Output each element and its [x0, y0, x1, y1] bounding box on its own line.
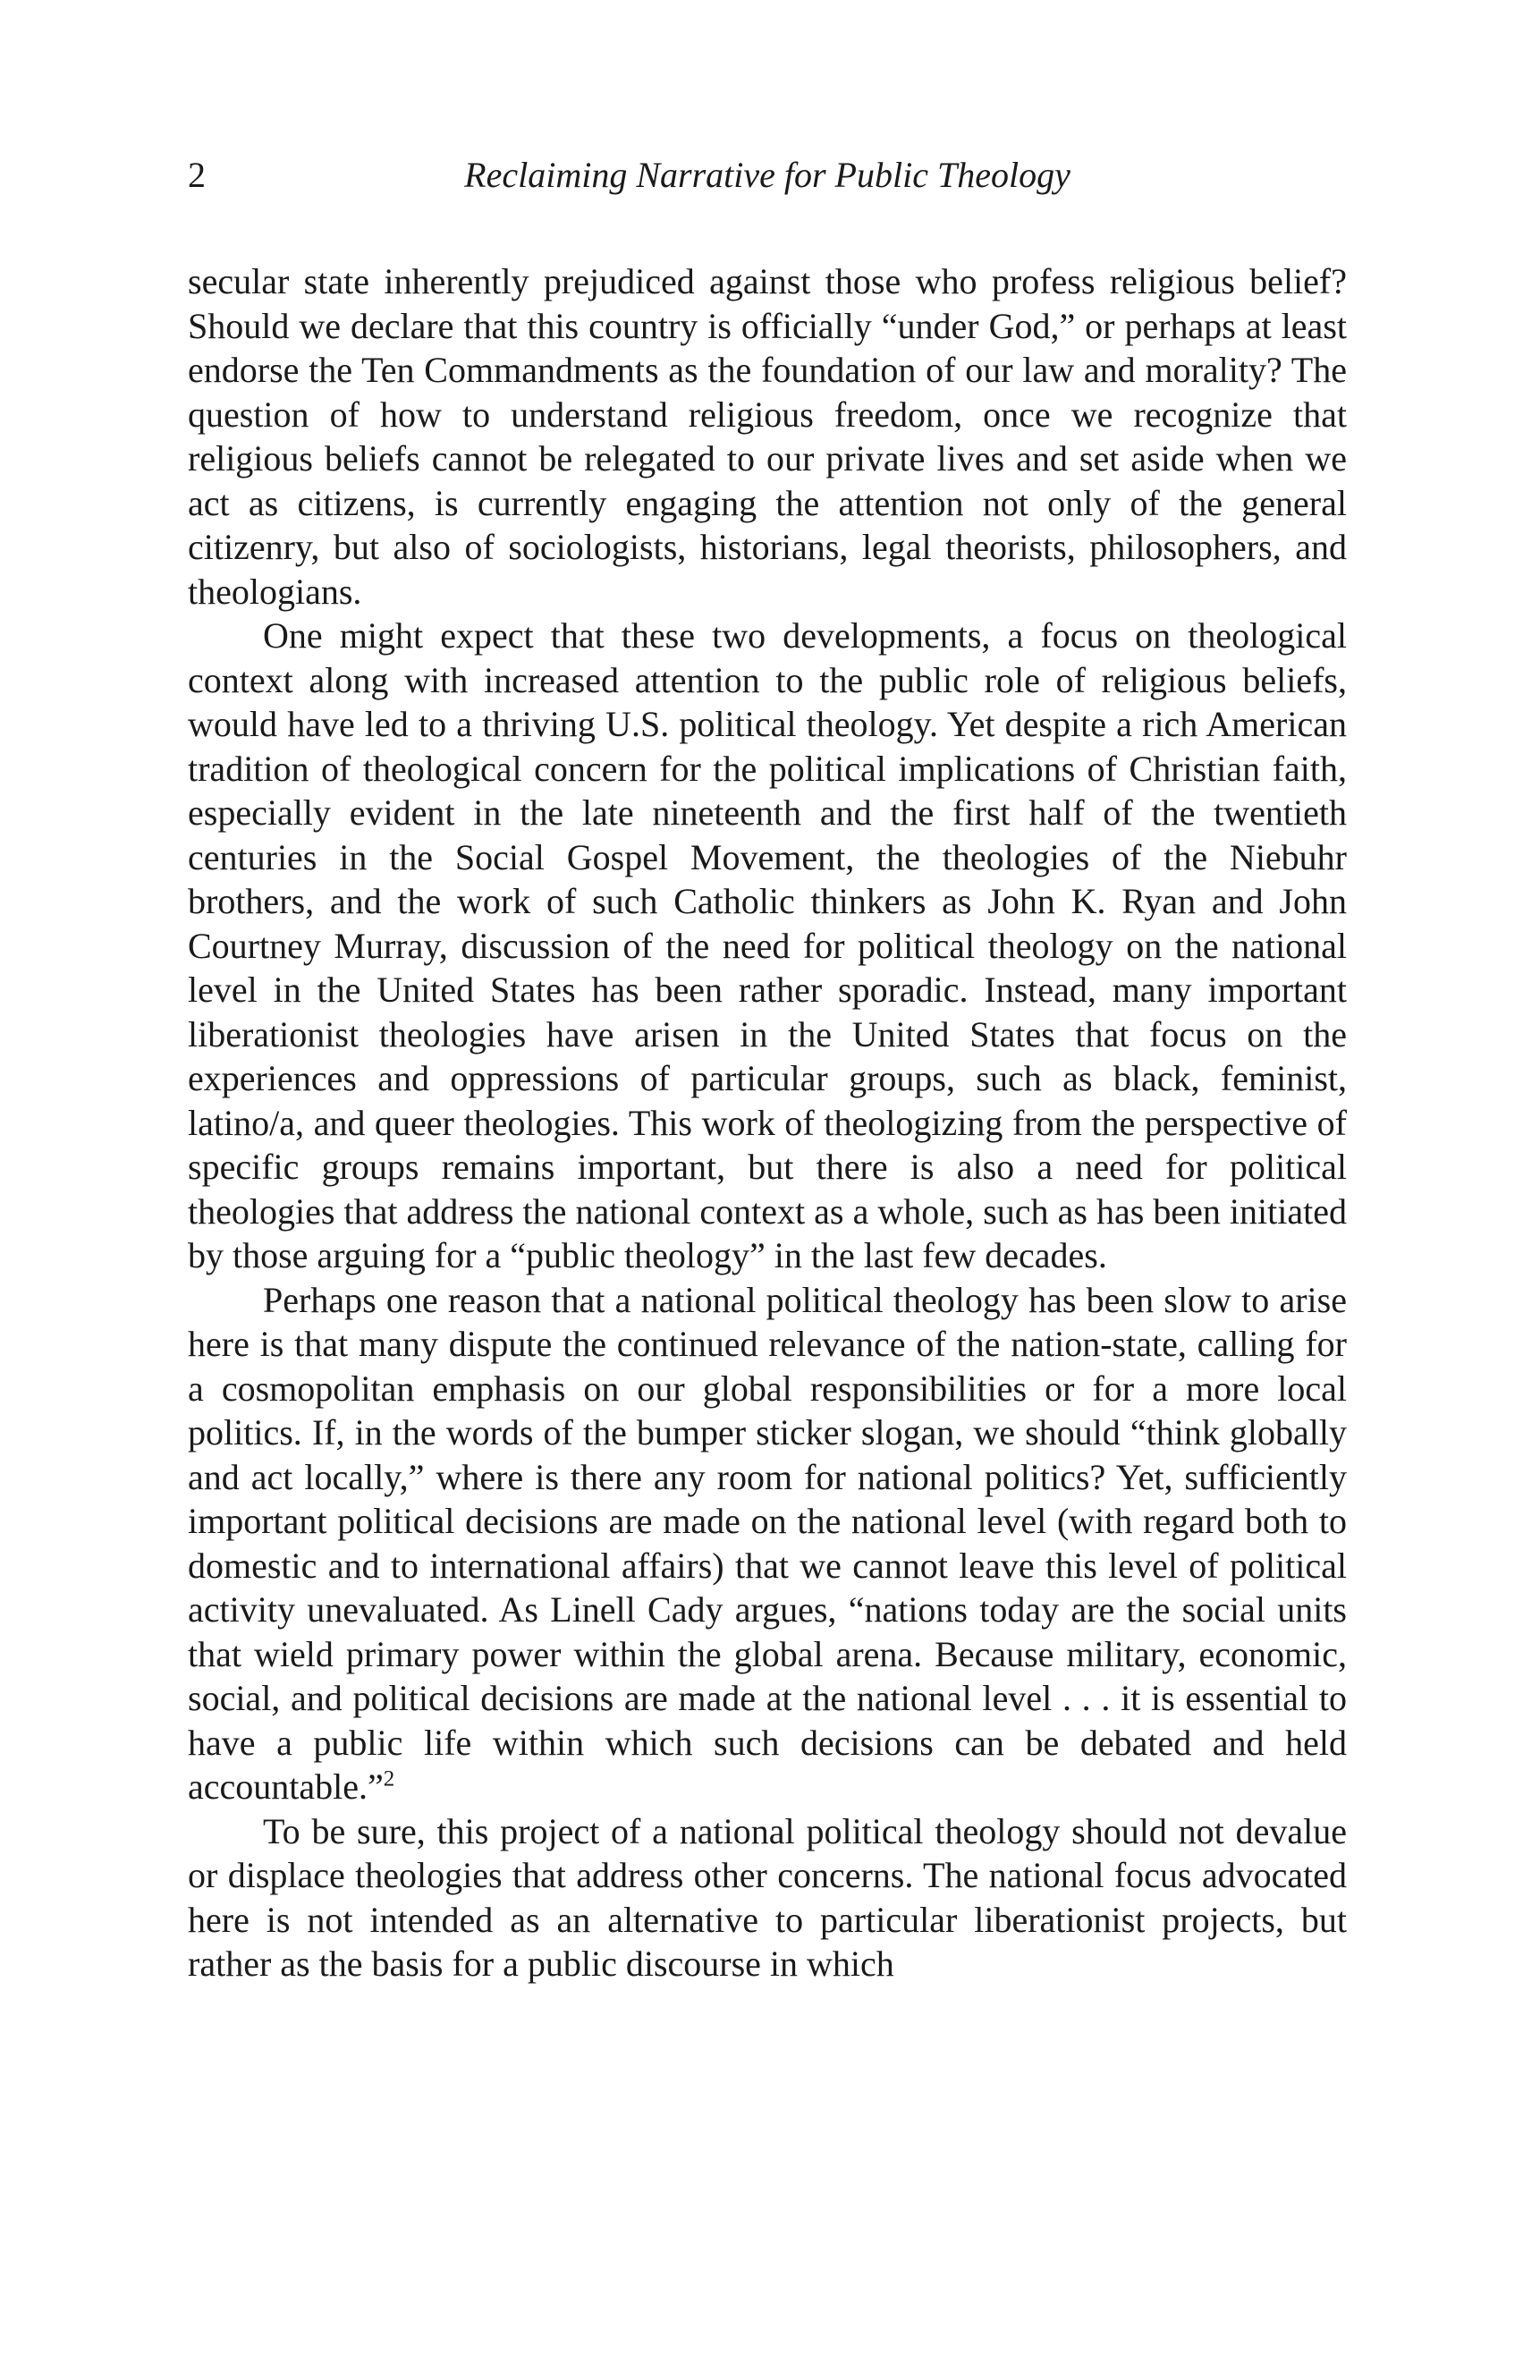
- paragraph-2: One might expect that these two developments, a focus on theological context along with increased attention to the public role of religious beliefs, would have led to a thriving U.S. political theology. Yet despite a rich American tradition of theological concern for the political implications of Christian faith, especially evident in the late nineteenth and the first half of the twentieth centuries in the Social Gospel Movement, the theologies of the Niebuhr brothers, and the work of such Catholic thinkers as John K. Ryan and John Courtney Murray, discussion of the need for political theology on the national level in the United States has been rather sporadic. Instead, many important liberationist theologies have arisen in the United States that focus on the experiences and oppressions of particular groups, such as black, feminist, latino/a, and queer theologies. This work of theologizing from the perspective of specific groups remains important, but there is also a need for political theologies that address the national context as a whole, such as has been initiated by those arguing for a “public theology” in the last few decades.: [188, 615, 1347, 1275]
- paragraph-3: [188, 1278, 1347, 1809]
- running-head: [188, 148, 1347, 202]
- paragraph-3-text: Perhaps one reason that a national political theology has been slow to arise here is that many dispute the continued relevance of the nation-state, calling for a cosmopolitan emphasis on our global responsibilities or for a more local politics. If, in the words of the bumper sticker slogan, we should “think globally and act locally,” where is there any room for national politics? Yet, sufficiently important political decisions are made on the national level (with regard both to domestic and to international affairs) that we cannot leave this level of political activity unevaluated. As Linell Cady argues, “nations today are the social units that wield primary power within the global arena. Because military, economic, social, and political decisions are made at the national level . . . it is essential to have a public life within which such decisions can be debated and held accountable.”: [188, 1279, 1347, 1807]
- book-title: Reclaiming Narrative for Public Theology: [464, 155, 1070, 195]
- paragraph-1: secular state inherently prejudiced against those who profess religious belief? Should we declare that this country is officially “under God,” or perhaps at least endorse the Ten Commandments as the foundation of our law and morality? The question of how to understand religious freedom, once we recognize that religious beliefs cannot be relegated to our private lives and set aside when we act as citizens, is currently engaging the attention not only of the general citizenry, but also of sociologists, historians, legal theorists, philosophers, and theologians.: [188, 261, 1347, 612]
- footnote-ref[interactable]: 2: [383, 1766, 395, 1791]
- body-text: [188, 259, 1347, 1986]
- page-number: 2: [188, 155, 206, 195]
- paragraph-4: To be sure, this project of a national political theology should not devalue or displace theologies that address other concerns. The national focus advocated here is not intended as an alternative to particular liberationist projects, but rather as the basis for a public discourse in which: [188, 1810, 1347, 1984]
